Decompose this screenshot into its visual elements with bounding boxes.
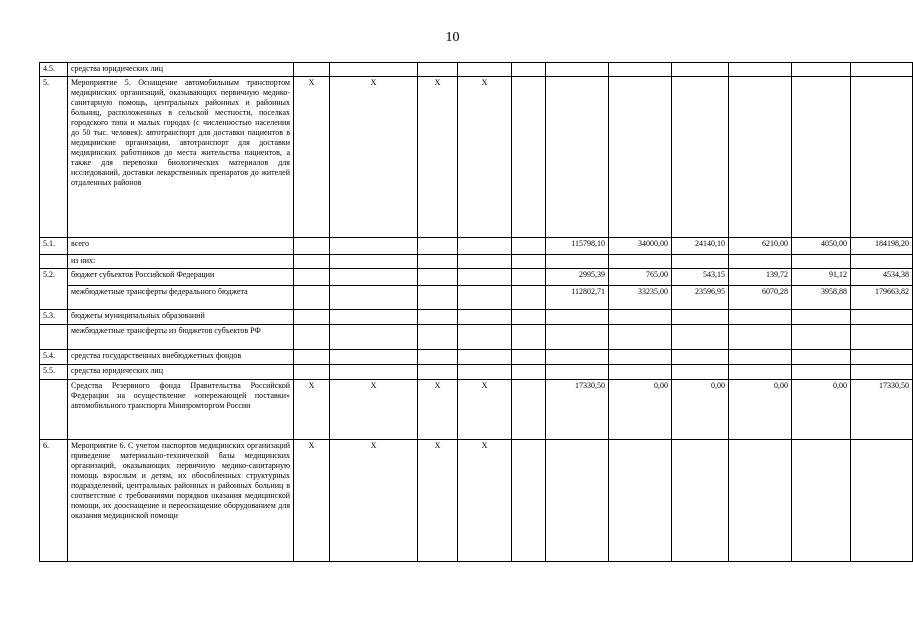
table-row	[40, 286, 913, 310]
row-number: 5.	[40, 77, 68, 238]
mark-cell: X	[330, 77, 418, 238]
value-cell: 2995,39	[546, 269, 609, 286]
value-cell: 3958,88	[792, 286, 851, 310]
table-row	[40, 255, 913, 269]
mark-cell: X	[418, 380, 458, 440]
value-cell: 34000,00	[609, 238, 672, 255]
row-description: Мероприятие 6. С учетом паспортов медицинских организаций приведение материально-технической базы медицинских организаций, оказывающих первичную медико-санитарную помощь взрослым и детям, их обособленных структурных подразделений, центральных районных и районных больниц в соответствие с требованиями порядков оказания медицинской помощи, их дооснащение и переоснащение оборудованием для оказания медицинской помощи	[68, 440, 294, 562]
value-cell: 0,00	[672, 380, 729, 440]
row-description: средства государственных внебюджетных фондов	[68, 350, 294, 365]
row-number: 5.2.	[40, 269, 68, 310]
row-description: межбюджетные трансферты из бюджетов субъектов РФ	[68, 325, 294, 350]
mark-cell: X	[294, 77, 330, 238]
budget-table	[39, 62, 913, 562]
value-cell: 139,72	[729, 269, 792, 286]
value-cell: 179663,82	[851, 286, 913, 310]
table-row	[40, 238, 913, 255]
mark-cell: X	[330, 380, 418, 440]
value-cell: 91,12	[792, 269, 851, 286]
mark-cell: X	[418, 77, 458, 238]
row-number: 5.4.	[40, 350, 68, 365]
row-description: межбюджетные трансферты федерального бюджета	[68, 286, 294, 310]
table-row	[40, 440, 913, 562]
table-row	[40, 325, 913, 350]
table-row	[40, 269, 913, 286]
row-description: Мероприятие 5. Оснащение автомобильным транспортом медицинских организаций, оказывающих первичную медико-санитарную помощь, центральных районных и районных больниц, расположенных в сельской местности, поселках городского типа и малых городах (с численностью населения до 50 тыс. человек): автотранспорт для доставки пациентов в медицинские организации, автотранспорт для доставки медицинских работников до места жительства пациентов, а также для перевозки биологических материалов для исследований, доставки лекарственных препаратов до жителей отдаленных районов	[68, 77, 294, 238]
value-cell: 24140,10	[672, 238, 729, 255]
row-description: всего	[68, 238, 294, 255]
row-description: бюджеты муниципальных образований	[68, 310, 294, 325]
table-row	[40, 380, 913, 440]
page-number: 10	[445, 30, 460, 45]
value-cell: 4534,38	[851, 269, 913, 286]
mark-cell: X	[458, 77, 512, 238]
mark-cell: X	[458, 440, 512, 562]
row-number: 4.5.	[40, 63, 68, 77]
value-cell: 6210,00	[729, 238, 792, 255]
row-description: Средства Резервного фонда Правительства Российской Федерации на осуществление «опережающей поставки» автомобильного транспорта Минпромторгом России	[68, 380, 294, 440]
value-cell: 17330,50	[546, 380, 609, 440]
row-number: 5.1.	[40, 238, 68, 255]
value-cell: 6070,28	[729, 286, 792, 310]
value-cell: 0,00	[609, 380, 672, 440]
value-cell: 17330,50	[851, 380, 913, 440]
value-cell: 115798,10	[546, 238, 609, 255]
table-row	[40, 350, 913, 365]
mark-cell: X	[458, 380, 512, 440]
row-description: бюджет субъектов Российской Федерации	[68, 269, 294, 286]
row-description: средства юридических лиц	[68, 63, 294, 77]
value-cell: 0,00	[729, 380, 792, 440]
row-number: 6.	[40, 440, 68, 562]
value-cell: 33235,00	[609, 286, 672, 310]
row-description: средства юридических лиц	[68, 365, 294, 380]
mark-cell: X	[330, 440, 418, 562]
value-cell: 543,15	[672, 269, 729, 286]
mark-cell: X	[294, 380, 330, 440]
table-row	[40, 63, 913, 77]
table-row	[40, 365, 913, 380]
value-cell: 23596,95	[672, 286, 729, 310]
value-cell: 765,00	[609, 269, 672, 286]
row-description: из них:	[68, 255, 294, 269]
row-number: 5.5.	[40, 365, 68, 380]
row-number: 5.3.	[40, 310, 68, 325]
value-cell: 184198,20	[851, 238, 913, 255]
table-row	[40, 77, 913, 238]
value-cell: 0,00	[792, 380, 851, 440]
mark-cell: X	[418, 440, 458, 562]
value-cell: 4050,00	[792, 238, 851, 255]
table-row	[40, 310, 913, 325]
mark-cell: X	[294, 440, 330, 562]
value-cell: 112802,71	[546, 286, 609, 310]
